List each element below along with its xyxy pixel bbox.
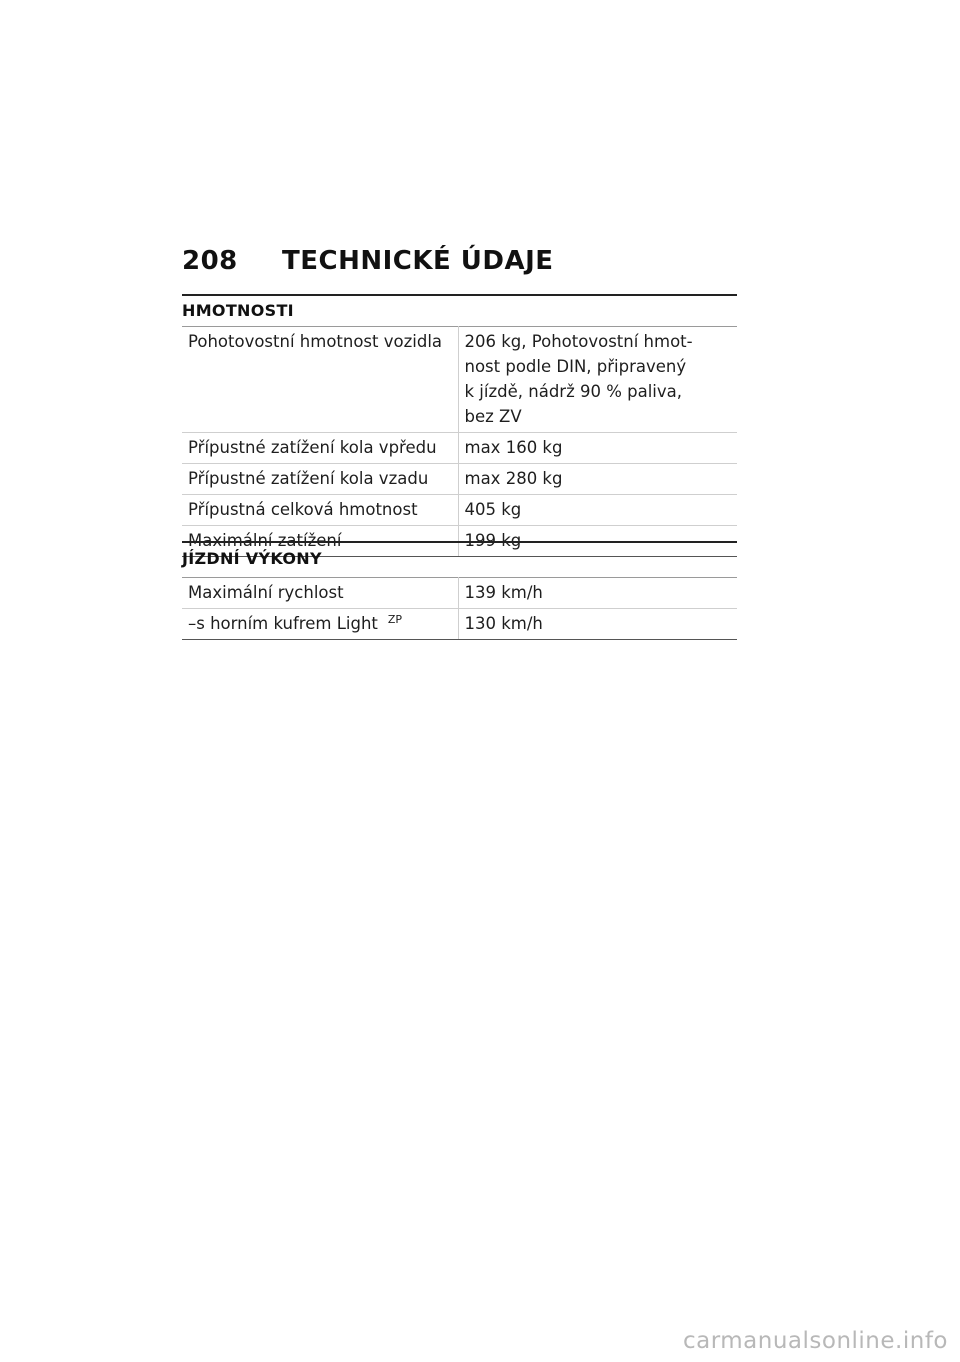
- watermark: carmanualsonline.info: [682, 1328, 948, 1354]
- table-row: [182, 578, 737, 609]
- page-header: [182, 246, 554, 276]
- row-value: max 160 kg: [458, 433, 737, 464]
- value-line: k jízdě, nádrž 90 % paliva,: [464, 382, 683, 401]
- row-label: Maximální rychlost: [182, 578, 458, 609]
- row-label: Přípustné zatížení kola vpředu: [182, 433, 458, 464]
- table-row: [182, 327, 737, 433]
- table-row: [182, 609, 737, 640]
- weights-table: [182, 326, 737, 557]
- section-performance: [182, 541, 737, 640]
- table-row: [182, 433, 737, 464]
- row-value: max 280 kg: [458, 464, 737, 495]
- page-title: TECHNICKÉ ÚDAJE: [282, 246, 554, 276]
- section-title: HMOTNOSTI: [182, 301, 294, 320]
- row-value: 130 km/h: [458, 609, 737, 640]
- row-value: 405 kg: [458, 495, 737, 526]
- value-line: bez ZV: [464, 407, 522, 426]
- section-weights: [182, 294, 737, 557]
- row-label: Přípustná celková hmotnost: [182, 495, 458, 526]
- row-value: 139 km/h: [458, 578, 737, 609]
- row-value: [458, 327, 737, 433]
- page-number: 208: [182, 246, 238, 276]
- row-label: Přípustné zatížení kola vzadu: [182, 464, 458, 495]
- row-label: –s horním kufrem Light: [188, 614, 378, 633]
- row-label: Maximální zatížení: [182, 526, 458, 557]
- section-title: JÍZDNÍ VÝKONY: [182, 549, 322, 568]
- value-line: nost podle DIN, připravený: [464, 357, 687, 376]
- table-row: [182, 464, 737, 495]
- value-line: 206 kg, Pohotovostní hmot-: [464, 332, 693, 351]
- footnote-marker: ZP: [387, 613, 403, 626]
- row-value: 199 kg: [458, 526, 737, 557]
- row-label: Pohotovostní hmotnost vozidla: [182, 327, 458, 433]
- table-row: [182, 495, 737, 526]
- performance-table: [182, 577, 737, 640]
- row-label-with-note: [182, 609, 458, 640]
